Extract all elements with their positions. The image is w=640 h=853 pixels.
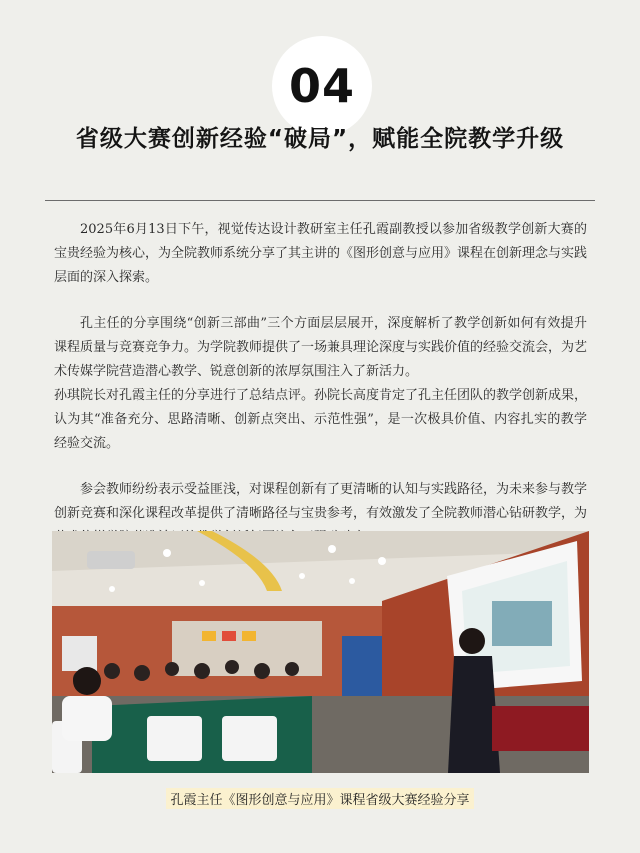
paragraph-4: 参会教师纷纷表示受益匪浅，对课程创新有了更清晰的认知与实践路径，为未来参与教学创新竞赛和深化课程改革提供了清晰路径与宝贵参考，有效激发了全院教师潜心钻研教学，为 (54, 482, 588, 521)
lecture-photo (52, 531, 589, 773)
paragraph-1: 2025年6月13日下午，视觉传达设计教研室主任孔霞副教授以参加省级教学创新大赛的宝贵经验为核心，为全院教师系统分享了其主讲的《图形创意与应用》课程在创新理念与实践层面的深入探索。 (54, 222, 588, 285)
article-body (54, 218, 587, 572)
divider (45, 200, 595, 201)
caption-text: 孔霞主任《图形创意与应用》课程省级大赛经验分享 (166, 788, 473, 809)
section-number: 04 (288, 59, 355, 113)
lecture-photo-illustration (52, 531, 589, 773)
paragraph-2: 孔主任的分享围绕“创新三部曲”三个方面层层展开，深度解析了教学创新如何有效提升课程质量与竞赛竞争力。为学院教师提供了一场兼具理论深度与实践价值的经验交流会，为艺术传媒学院营造潜心教学、锐意创新的浓厚氛围注入了新活力。 (54, 316, 588, 379)
photo-caption (0, 788, 640, 809)
paragraph-3: 孙琪院长对孔霞主任的分享进行了总结点评。孙院长高度肯定了孔主任团队的教学创新成果，认为其“准备充分、思路清晰、创新点突出、示范性强”，是一次极具价值、内容扎实的教学经验交流。 (54, 388, 588, 451)
headline: 省级大赛创新经验“破局”，赋能全院教学升级 (75, 126, 565, 152)
